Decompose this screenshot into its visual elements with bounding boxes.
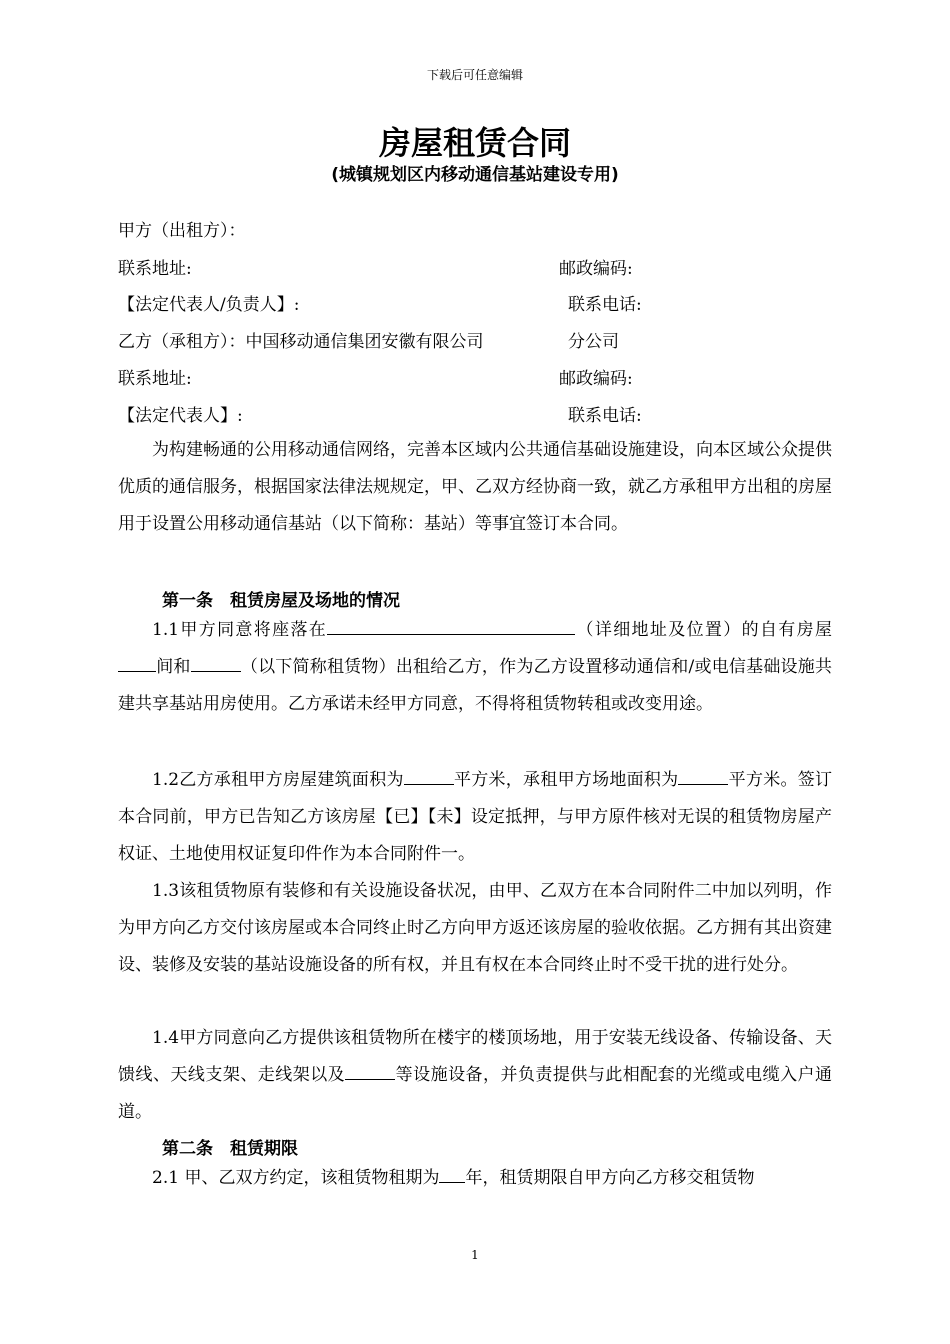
party-a-postcode: 邮政编码: — [559, 259, 633, 279]
party-b-label: 乙方（承租方）：中国移动通信集团安徽有限公司 — [118, 332, 484, 352]
clause-1-1: 1.1甲方同意将座落在 （详细地址及位置）的自有房屋间和 （以下简称租赁物）出租给乙方，作为乙方设置移动通信和/或电信基础设施共建共享基站用房使用。乙方承诺未经甲方同意，不得将租赁物转租或改变用途。 — [118, 620, 832, 714]
party-a-address: 联系地址: — [118, 259, 192, 279]
intro-paragraph: 为构建畅通的公用移动通信网络，完善本区域内公共通信基础设施建设，向本区域公众提供优质的通信服务，根据国家法律法规规定，甲、乙双方经协商一致，就乙方承租甲方出租的房屋用于设置公用移动通信基站（以下简称：基站）等事宜签订本合同。 — [118, 440, 832, 534]
party-b-postcode: 邮政编码: — [559, 369, 633, 389]
clause-1-3: 1.3该租赁物原有装修和有关设施设备状况，由甲、乙双方在本合同附件二中加以列明，作为甲方向乙方交付该房屋或本合同终止时乙方向甲方返还该房屋的验收依据。乙方拥有其出资建设、装修及安装的基站设施设备的所有权，并且有权在本合同终止时不受干扰的进行处分。 — [118, 881, 832, 975]
room-count-blank — [118, 655, 156, 672]
party-b-phone: 联系电话: — [568, 406, 642, 426]
building-area-blank — [404, 768, 454, 785]
document-subtitle: (城镇规划区内移动通信基站建设专用) — [331, 165, 619, 185]
term-years-blank — [439, 1166, 465, 1183]
article-2-heading: 第二条 租赁期限 — [162, 1139, 298, 1159]
party-b-representative: 【法定代表人】: — [118, 406, 243, 426]
location-blank — [327, 618, 575, 635]
party-b-branch: 分公司 — [568, 332, 619, 352]
document-title: 房屋租赁合同 — [378, 124, 571, 162]
party-a-phone: 联系电话: — [568, 295, 642, 315]
party-a-representative: 【法定代表人/负责人】: — [118, 295, 300, 315]
clause-2-1: 2.1 甲、乙双方约定，该租赁物租期为 年，租赁期限自甲方向乙方移交租赁物 — [152, 1168, 755, 1188]
article-1-heading: 第一条 租赁房屋及场地的情况 — [162, 591, 400, 611]
party-b-address: 联系地址: — [118, 369, 192, 389]
page-number: 1 — [471, 1248, 479, 1262]
header-note: 下载后可任意编辑 — [426, 68, 523, 82]
party-a-label: 甲方（出租方）： — [118, 221, 246, 241]
site-area-blank — [678, 768, 728, 785]
clause-1-4: 1.4甲方同意向乙方提供该租赁物所在楼宇的楼顶场地，用于安装无线设备、传输设备、天馈线、天线支架、走线架以及 等设施设备，并负责提供与此相配套的光缆或电缆入户通道。 — [118, 1028, 833, 1122]
clause-1-2: 1.2乙方承租甲方房屋建筑面积为 平方米，承租甲方场地面积为 平方米。签订本合同前，甲方已告知乙方该房屋【已】【未】设定抵押，与甲方原件核对无误的租赁物房屋产权证、土地使用权证复印件作为本合同附件一。 — [118, 770, 833, 864]
equipment-blank — [345, 1063, 395, 1080]
other-item-blank — [191, 655, 241, 672]
